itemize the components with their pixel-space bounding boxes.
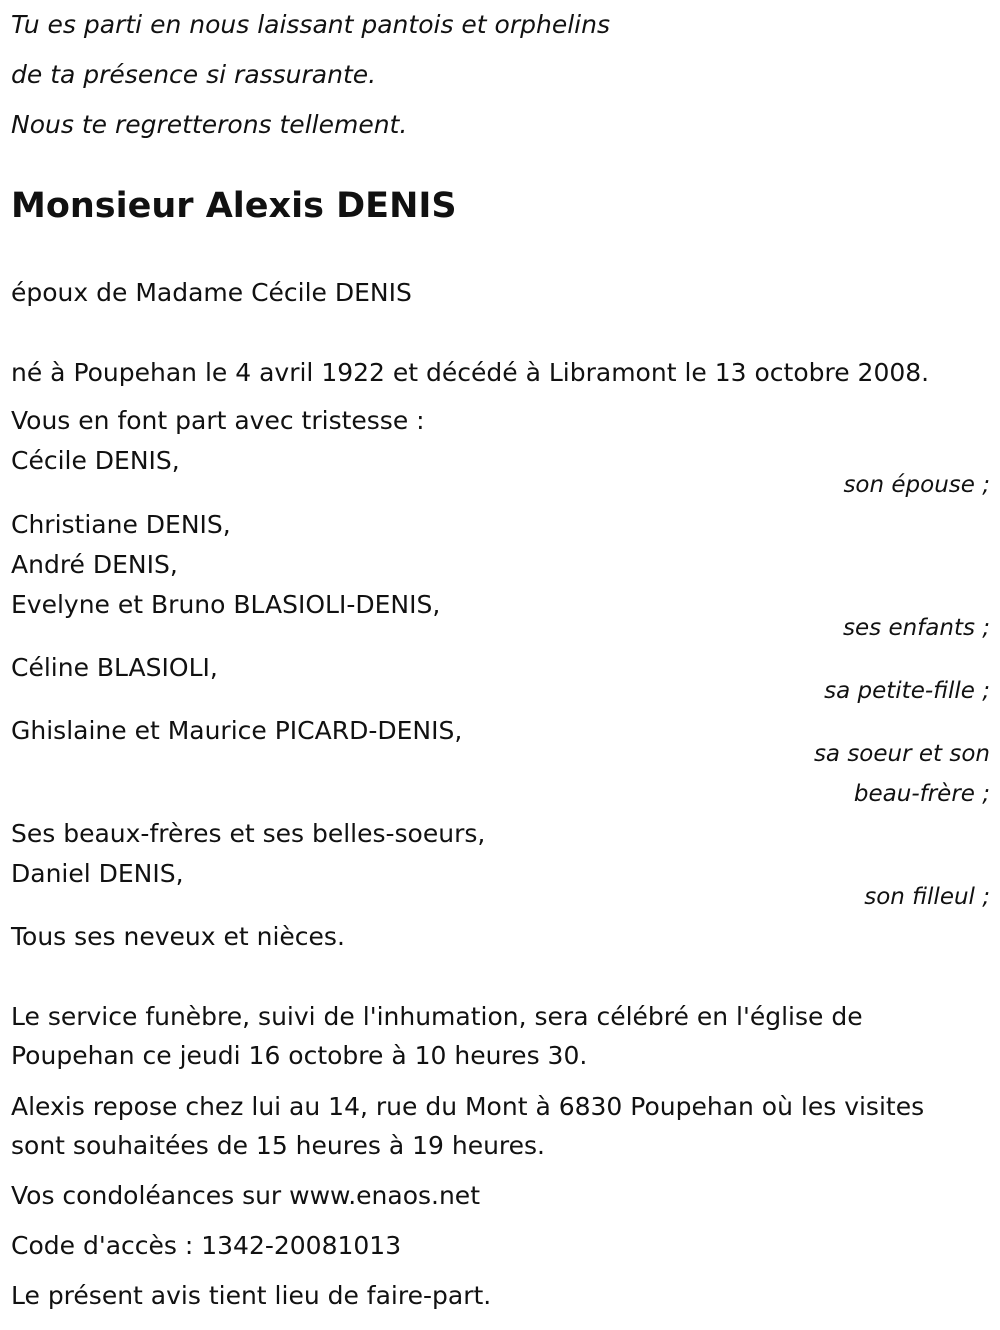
family-role: sa petite-fille ; [824, 678, 990, 704]
family-member: Evelyne et Bruno BLASIOLI-DENIS, [11, 590, 441, 619]
family-member: Tous ses neveux et nièces. [11, 922, 345, 951]
family-member: Ghislaine et Maurice PICARD-DENIS, [11, 716, 463, 745]
spouse-line: époux de Madame Cécile DENIS [11, 278, 412, 307]
condolences-line: Vos condoléances sur www.enaos.net [11, 1181, 480, 1210]
family-member: Christiane DENIS, [11, 510, 231, 539]
service-line-1: Le service funèbre, suivi de l'inhumation, sera célébré en l'église de [11, 1002, 863, 1031]
family-member: Ses beaux-frères et ses belles-soeurs, [11, 819, 486, 848]
family-role: ses enfants ; [843, 615, 990, 641]
notice-line: Le présent avis tient lieu de faire-part. [11, 1281, 492, 1310]
family-member: Céline BLASIOLI, [11, 653, 218, 682]
family-role: son filleul ; [864, 884, 990, 910]
poem-line-3: Nous te regretterons tellement. [11, 110, 408, 139]
poem-line-2: de ta présence si rassurante. [11, 60, 377, 89]
family-role: sa soeur et son [813, 741, 990, 767]
birth-death-line: né à Poupehan le 4 avril 1922 et décédé à Libramont le 13 octobre 2008. [11, 358, 930, 387]
visits-line-1: Alexis repose chez lui au 14, rue du Mont à 6830 Poupehan où les visites [11, 1092, 925, 1121]
service-line-2: Poupehan ce jeudi 16 octobre à 10 heures 30. [11, 1041, 588, 1070]
family-role: beau-frère ; [853, 781, 990, 807]
family-member: André DENIS, [11, 550, 178, 579]
poem-line-1: Tu es parti en nous laissant pantois et orphelins [11, 10, 610, 39]
family-member: Cécile DENIS, [11, 446, 180, 475]
deceased-name: Monsieur Alexis DENIS [11, 186, 457, 226]
visits-line-2: sont souhaitées de 15 heures à 19 heures. [11, 1131, 546, 1160]
family-member: Daniel DENIS, [11, 859, 184, 888]
intro-line: Vous en font part avec tristesse : [11, 406, 425, 435]
access-code-line: Code d'accès : 1342-20081013 [11, 1231, 402, 1260]
family-role: son épouse ; [843, 472, 990, 498]
